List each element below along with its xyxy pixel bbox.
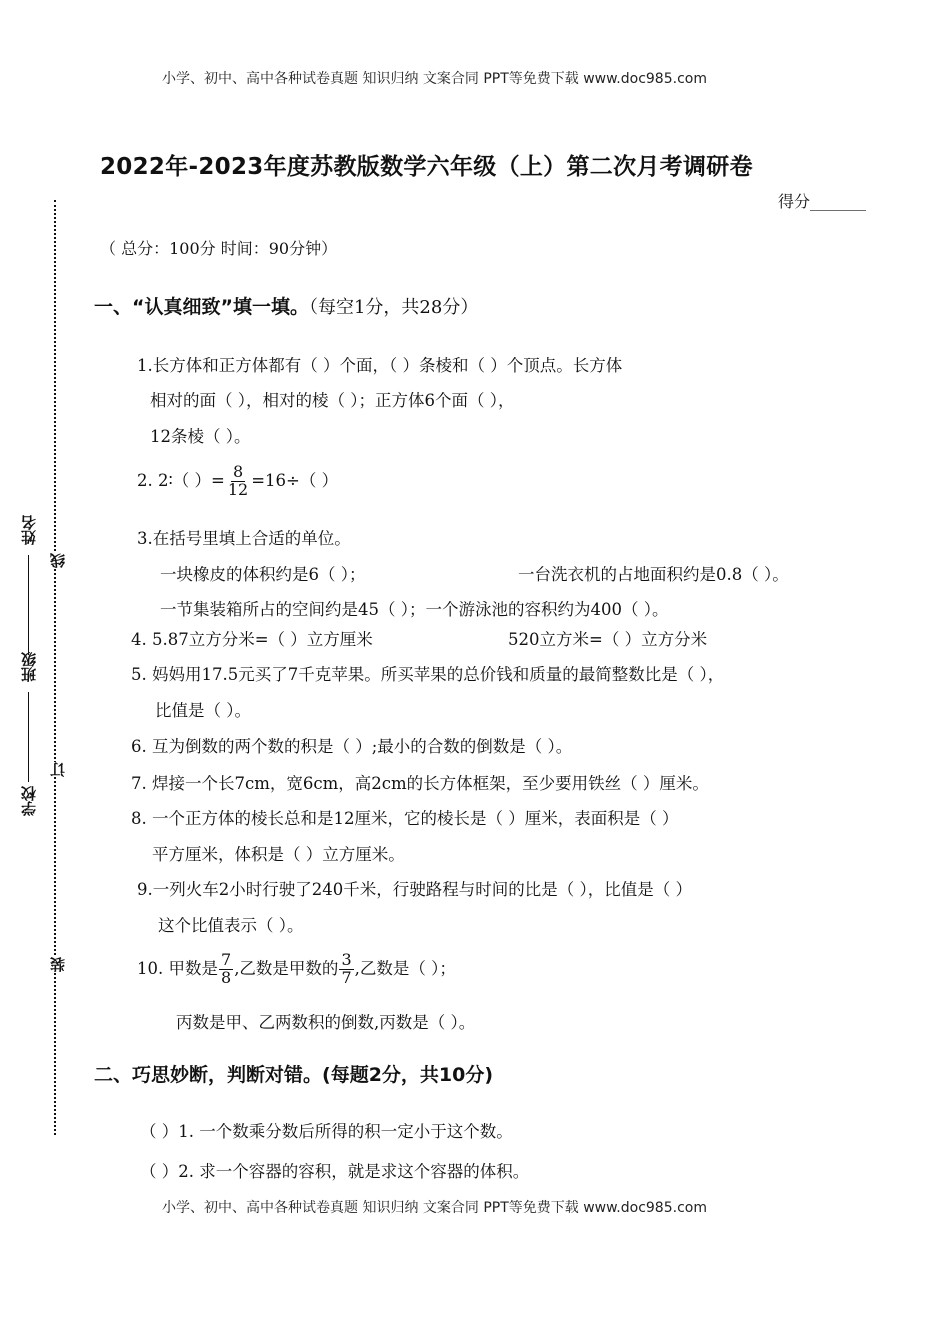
question-10-line2: 丙数是甲、乙两数积的倒数,丙数是（ ）。 [176,1013,476,1032]
fraction-numerator: 8 [232,462,244,481]
question-9-line1: 9.一列火车2小时行驶了240千米，行驶路程与时间的比是（ ），比值是（ ） [137,880,692,899]
question-8-line1: 8. 一个正方体的棱长总和是12厘米，它的棱长是（ ）厘米，表面积是（ ） [131,809,679,828]
fraction-numerator: 3 [341,950,352,969]
section2-heading-row [94,1060,493,1087]
question-4a: 4. 5.87立方分米=（ ）立方厘米 [131,630,373,649]
question-8-line2: 平方厘米，体积是（ ）立方厘米。 [152,845,405,864]
name-blank [28,555,29,655]
question-10-part-c: ,乙数是（ ）； [354,959,456,979]
section2-heading: 二、巧思妙断，判断对错。 [94,1064,323,1086]
question-2-fraction [226,464,250,499]
page-header: 小学、初中、高中各种试卷真题 知识归纳 文案合同 PPT等免费下载 www.doc985.com [162,71,707,87]
question-10-part-b: ,乙数是甲数的 [234,959,339,979]
section1-note: （每空1分，共28分） [308,297,479,318]
exam-info: （ 总分：100分 时间：90分钟） [100,239,338,258]
question-3-line1: 3.在括号里填上合适的单位。 [137,529,351,548]
fraction-denominator: 12 [227,479,249,499]
question-10-part-a: 10. 甲数是 [137,959,218,979]
question-4b: 520立方米=（ ）立方分米 [508,630,708,649]
class-label: 班级 [20,652,38,682]
section2-note: (每题2分，共10分) [322,1064,494,1086]
binding-dotted-line [54,200,56,1135]
question-10-line1 [137,952,456,987]
binding-line-char: 线 [49,553,67,568]
question-6: 6. 互为倒数的两个数的积是（ ）;最小的合数的倒数是（ ）。 [131,737,573,756]
question-2-suffix: =16÷（ ） [251,471,339,491]
fraction-numerator: 7 [221,950,232,969]
question-5-line2: 比值是（ ）。 [155,701,251,720]
question-1-line1: 1.长方体和正方体都有（ ）个面，（ ）条棱和（ ）个顶点。长方体 [137,356,623,375]
fraction-denominator: 7 [341,967,352,987]
section1-heading: 一、“认真细致”填一填。 [94,296,309,318]
question-10-fraction-1 [219,952,233,987]
binding-ding-char: 订 [49,762,67,777]
score-field: 得分_______ [778,192,867,211]
section1-heading-row [94,292,478,319]
school-label: 学校 [20,786,38,816]
question-10-fraction-2 [339,952,353,987]
question-1-line2: 相对的面（ ），相对的棱（ ）；正方体6个面（ ）， [150,391,515,410]
question-7: 7. 焊接一个长7cm，宽6cm，高2cm的长方体框架，至少要用铁丝（ ）厘米。 [131,774,709,793]
question-2 [137,464,338,499]
name-label: 姓名 [20,515,38,545]
fraction-denominator: 8 [221,967,232,987]
question-3-line2b: 一台洗衣机的占地面积约是0.8（ ）。 [518,565,789,584]
question-2-prefix: 2. 2∶（ ）= [137,471,225,491]
page-title: 2022年-2023年度苏教版数学六年级（上）第二次月考调研卷 [100,154,753,180]
judge-item-2: （ ）2. 求一个容器的容积，就是求这个容器的体积。 [140,1162,530,1181]
binding-zhuang-char: 装 [49,957,67,972]
question-1-line3: 12条棱（ ）。 [150,427,251,446]
question-9-line2: 这个比值表示（ ）。 [158,916,304,935]
question-5-line1: 5. 妈妈用17.5元买了7千克苹果。所买苹果的总价钱和质量的最简整数比是（ ）， [131,665,725,684]
question-3-line3: 一节集装箱所占的空间约是45（ ）；一个游泳池的容积约为400（ ）。 [160,600,669,619]
class-blank [28,692,29,782]
page-footer: 小学、初中、高中各种试卷真题 知识归纳 文案合同 PPT等免费下载 www.doc985.com [162,1200,707,1216]
question-3-line2a: 一块橡皮的体积约是6（ ）； [160,565,366,584]
judge-item-1: （ ）1. 一个数乘分数后所得的积一定小于这个数。 [140,1122,513,1141]
